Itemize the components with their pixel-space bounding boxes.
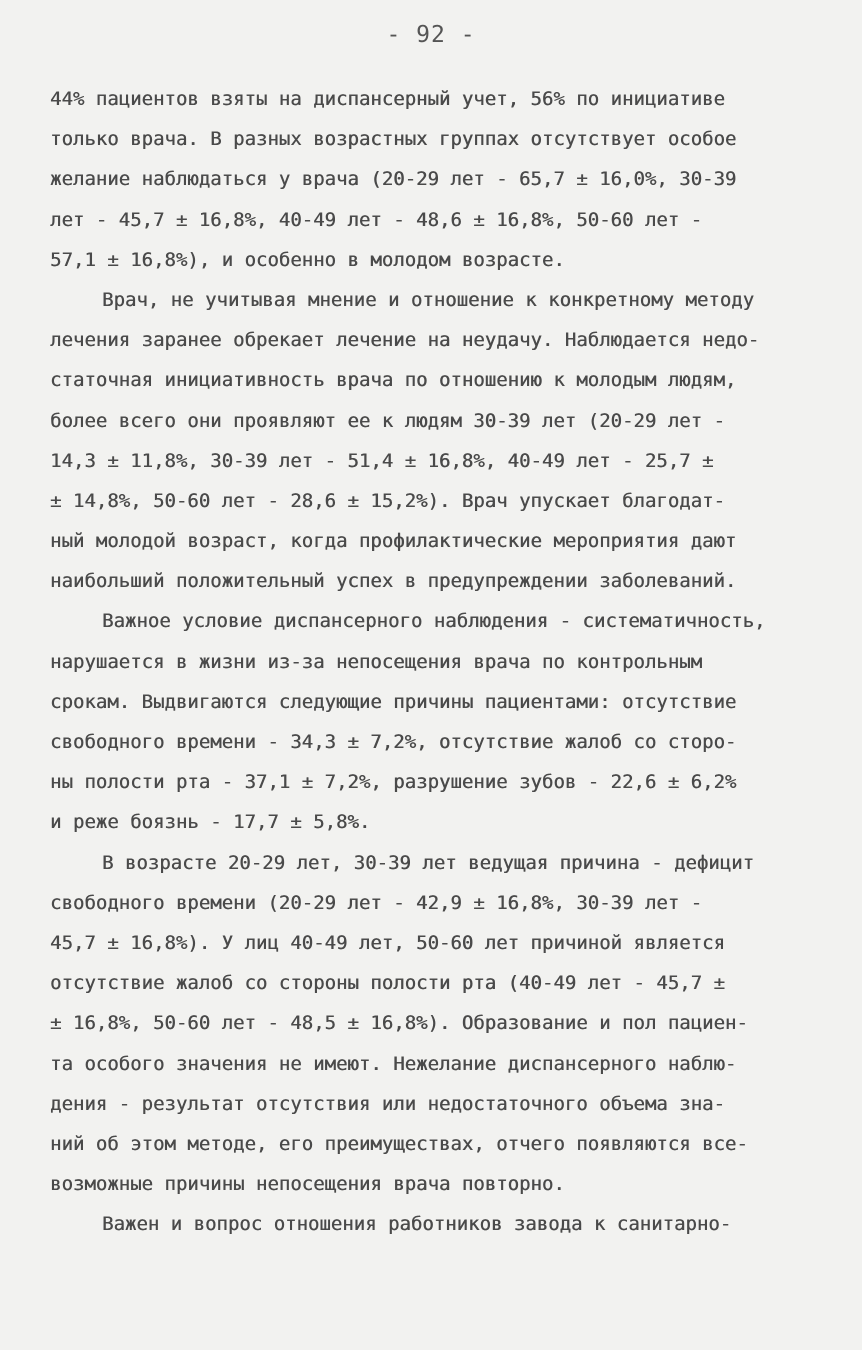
text-line: Важен и вопрос отношения работников завода к санитарно- bbox=[102, 1213, 732, 1236]
text-line: и реже боязнь - 17,7 ± 5,8%. bbox=[50, 811, 371, 834]
text-line: только врача. В разных возрастных группах отсутствует особое bbox=[50, 128, 737, 151]
text-line: ± 16,8%, 50-60 лет - 48,5 ± 16,8%). Образование и пол пациен- bbox=[50, 1012, 748, 1035]
text-line: возможные причины непосещения врача повторно. bbox=[50, 1173, 565, 1196]
text-line: лечения заранее обрекает лечение на неудачу. Наблюдается недо- bbox=[50, 329, 760, 352]
text-line: статочная инициативность врача по отношению к молодым людям, bbox=[50, 369, 737, 392]
text-line: ный молодой возраст, когда профилактические мероприятия дают bbox=[50, 530, 737, 553]
text-line: желание наблюдаться у врача (20-29 лет - 65,7 ± 16,0%, 30-39 bbox=[50, 168, 737, 191]
text-line: та особого значения не имеют. Нежелание диспансерного наблю- bbox=[50, 1052, 737, 1075]
text-line: срокам. Выдвигаются следующие причины пациентами: отсутствие bbox=[50, 690, 737, 713]
text-line: В возрасте 20-29 лет, 30-39 лет ведущая причина - дефицит bbox=[102, 851, 755, 874]
text-line: отсутствие жалоб со стороны полости рта (40-49 лет - 45,7 ± bbox=[50, 972, 725, 995]
body-text bbox=[50, 79, 810, 1244]
text-line: 45,7 ± 16,8%). У лиц 40-49 лет, 50-60 лет причиной является bbox=[50, 931, 725, 954]
text-line: нарушается в жизни из-за непосещения врача по контрольным bbox=[50, 650, 703, 673]
text-line: 44% пациентов взяты на диспансерный учет, 56% по инициативе bbox=[50, 88, 725, 110]
text-line: наибольший положительный успех в предупреждении заболеваний. bbox=[50, 570, 737, 593]
text-line: 57,1 ± 16,8%), и особенно в молодом возрасте. bbox=[50, 248, 565, 271]
text-line: Важное условие диспансерного наблюдения - систематичность, bbox=[102, 610, 766, 633]
text-line: Врач, не учитывая мнение и отношение к конкретному методу bbox=[102, 288, 755, 311]
text-line: более всего они проявляют ее к людям 30-39 лет (20-29 лет - bbox=[50, 409, 725, 432]
text-line: 14,3 ± 11,8%, 30-39 лет - 51,4 ± 16,8%, 40-49 лет - 25,7 ± bbox=[50, 449, 714, 472]
text-line: дения - результат отсутствия или недостаточного объема зна- bbox=[50, 1092, 725, 1115]
text-line: свободного времени (20-29 лет - 42,9 ± 16,8%, 30-39 лет - bbox=[50, 891, 703, 914]
text-line: свободного времени - 34,3 ± 7,2%, отсутствие жалоб со сторо- bbox=[50, 731, 737, 753]
text-line: ний об этом методе, его преимуществах, отчего появляются все- bbox=[50, 1132, 748, 1155]
text-line: ны полости рта - 37,1 ± 7,2%, разрушение зубов - 22,6 ± 6,2% bbox=[50, 771, 737, 794]
page-number: - 92 - bbox=[386, 22, 476, 48]
text-line: лет - 45,7 ± 16,8%, 40-49 лет - 48,6 ± 16,8%, 50-60 лет - bbox=[50, 208, 703, 231]
text-line: ± 14,8%, 50-60 лет - 28,6 ± 15,2%). Врач упускает благодат- bbox=[50, 489, 725, 512]
